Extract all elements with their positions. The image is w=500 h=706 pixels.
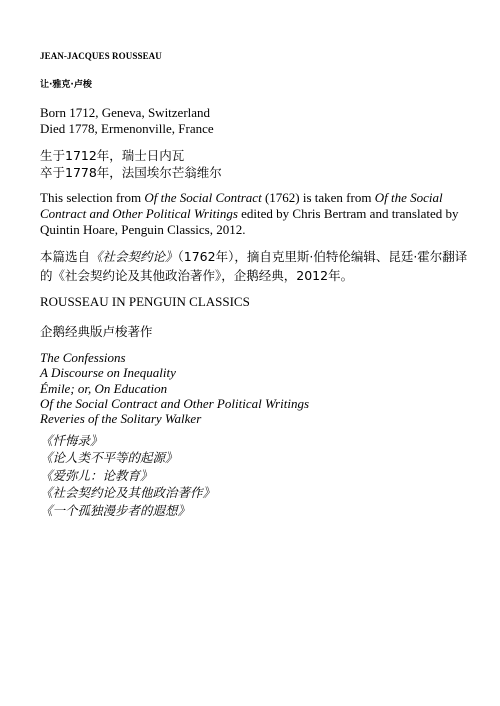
works-list-en bbox=[40, 350, 309, 426]
selection-text-1: This selection from bbox=[40, 190, 145, 205]
work-title-en: Reveries of the Solitary Walker bbox=[40, 411, 202, 427]
selection-note-en bbox=[40, 190, 470, 238]
work-title-en: A Discourse on Inequality bbox=[40, 365, 176, 381]
selection-text-2: (1762) is taken from bbox=[261, 190, 375, 205]
birth-line-en: Born 1712, Geneva, Switzerland bbox=[40, 105, 211, 120]
selection-cn-text-1: 本篇选自 bbox=[40, 249, 91, 264]
life-dates-cn bbox=[40, 148, 222, 181]
work-title-en: Émile; or, On Education bbox=[40, 380, 168, 396]
work-title-cn: 《论人类不平等的起源》 bbox=[40, 450, 178, 466]
selection-note-cn bbox=[40, 248, 470, 285]
works-list-cn bbox=[40, 432, 215, 519]
death-line-en: Died 1778, Ermenonville, France bbox=[40, 120, 214, 136]
death-line-cn: 卒于1778年，法国埃尔芒翁维尔 bbox=[40, 164, 222, 180]
classics-heading-en: ROUSSEAU IN PENGUIN CLASSICS bbox=[40, 294, 250, 309]
work-title-en: Of the Social Contract and Other Political Writings bbox=[40, 395, 310, 411]
life-dates-en bbox=[40, 105, 214, 136]
author-name-cn: 让·雅克·卢梭 bbox=[40, 80, 92, 90]
selection-text-3: edited by Chris Bertram and translated by Quintin Hoare, Penguin Classics, 2012. bbox=[40, 206, 459, 237]
selection-title-2: Of the Social Contract and Other Political Writings bbox=[40, 190, 443, 221]
work-title-cn: 《一个孤独漫步者的遐想》 bbox=[40, 502, 191, 518]
birth-line-cn: 生于1712年，瑞士日内瓦 bbox=[40, 148, 185, 163]
selection-title-1: Of the Social Contract bbox=[144, 190, 262, 205]
selection-cn-text-2: （1762年），摘自克里斯·伯特伦编辑、昆廷·霍尔翻译的《社会契约论及其他政治著作》，企鹅经典，2012年。 bbox=[40, 249, 468, 283]
work-title-cn: 《社会契约论及其他政治著作》 bbox=[40, 485, 216, 501]
selection-cn-title-1: 《社会契约论》 bbox=[90, 249, 178, 264]
work-title-cn: 《爱弥儿：论教育》 bbox=[40, 467, 153, 483]
work-title-cn: 《忏悔录》 bbox=[40, 433, 103, 448]
classics-heading-cn: 企鹅经典版卢梭著作 bbox=[40, 324, 153, 339]
work-title-en: The Confessions bbox=[40, 350, 126, 365]
author-name-en: JEAN-JACQUES ROUSSEAU bbox=[40, 51, 162, 61]
